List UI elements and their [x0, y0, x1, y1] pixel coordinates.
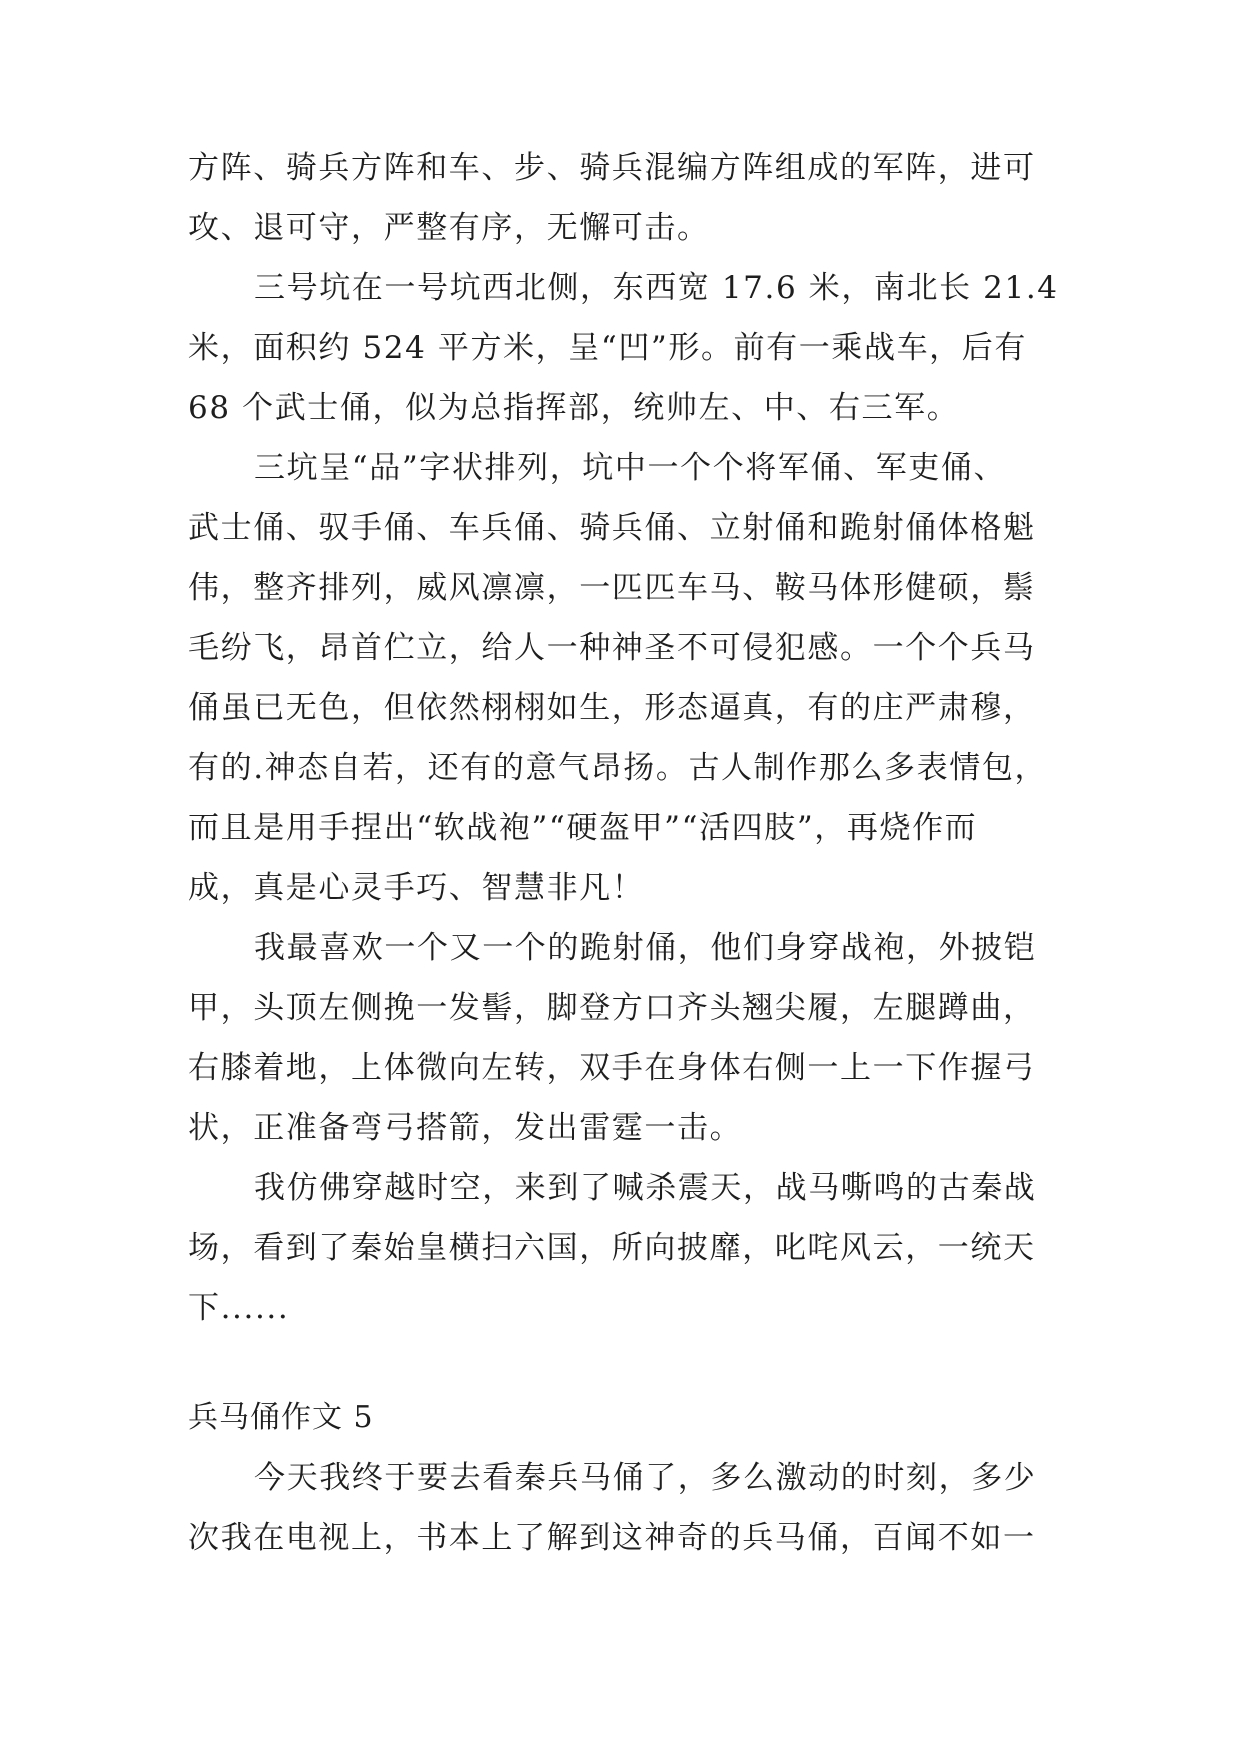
text-line: 右膝着地，上体微向左转，双手在身体右侧一上一下作握弓 [188, 1050, 1036, 1086]
text-line: 攻、退可守，严整有序，无懈可击。 [188, 210, 710, 246]
section-heading: 兵马俑作文 5 [188, 1400, 374, 1435]
text-line: 状，正准备弯弓搭箭，发出雷霆一击。 [188, 1110, 743, 1146]
text-line: 伟，整齐排列，威风凛凛，一匹匹车马、鞍马体形健硕，鬃 [188, 570, 1036, 606]
text-line: 成，真是心灵手巧、智慧非凡！ [188, 870, 645, 906]
text-line: 方阵、骑兵方阵和车、步、骑兵混编方阵组成的军阵，进可 [188, 150, 1036, 186]
text-line: 毛纷飞，昂首伫立，给人一种神圣不可侵犯感。一个个兵马 [188, 630, 1036, 666]
text-line: 次我在电视上，书本上了解到这神奇的兵马俑，百闻不如一 [188, 1520, 1036, 1556]
text-line: 俑虽已无色，但依然栩栩如生，形态逼真，有的庄严肃穆， [188, 690, 1036, 726]
text-line: 我最喜欢一个又一个的跪射俑，他们身穿战袍，外披铠 [254, 930, 1037, 966]
text-line: 我仿佛穿越时空，来到了喊杀震天，战马嘶鸣的古秦战 [254, 1170, 1037, 1206]
text-line: 武士俑、驭手俑、车兵俑、骑兵俑、立射俑和跪射俑体格魁 [188, 510, 1036, 546]
text-line: 场，看到了秦始皇横扫六国，所向披靡，叱咤风云，一统天 [188, 1230, 1036, 1266]
text-line: 而且是用手捏出“软战袍”“硬盔甲”“活四肢”，再烧作而 [188, 810, 978, 846]
text-line: 下...... [188, 1290, 290, 1326]
text-line: 68 个武士俑，似为总指挥部，统帅左、中、右三军。 [188, 390, 960, 426]
text-line: 今天我终于要去看秦兵马俑了，多么激动的时刻，多少 [254, 1460, 1037, 1496]
text-line: 甲，头顶左侧挽一发髻，脚登方口齐头翘尖履，左腿蹲曲， [188, 990, 1036, 1026]
text-line: 米，面积约 524 平方米，呈“凹”形。前有一乘战车，后有 [188, 330, 1027, 366]
text-line: 三号坑在一号坑西北侧，东西宽 17.6 米，南北长 21.4 [254, 270, 1059, 306]
text-line: 有的.神态自若，还有的意气昂扬。古人制作那么多表情包， [188, 750, 1048, 786]
text-line: 三坑呈“品”字状排列，坑中一个个将军俑、军吏俑、 [254, 450, 1007, 486]
